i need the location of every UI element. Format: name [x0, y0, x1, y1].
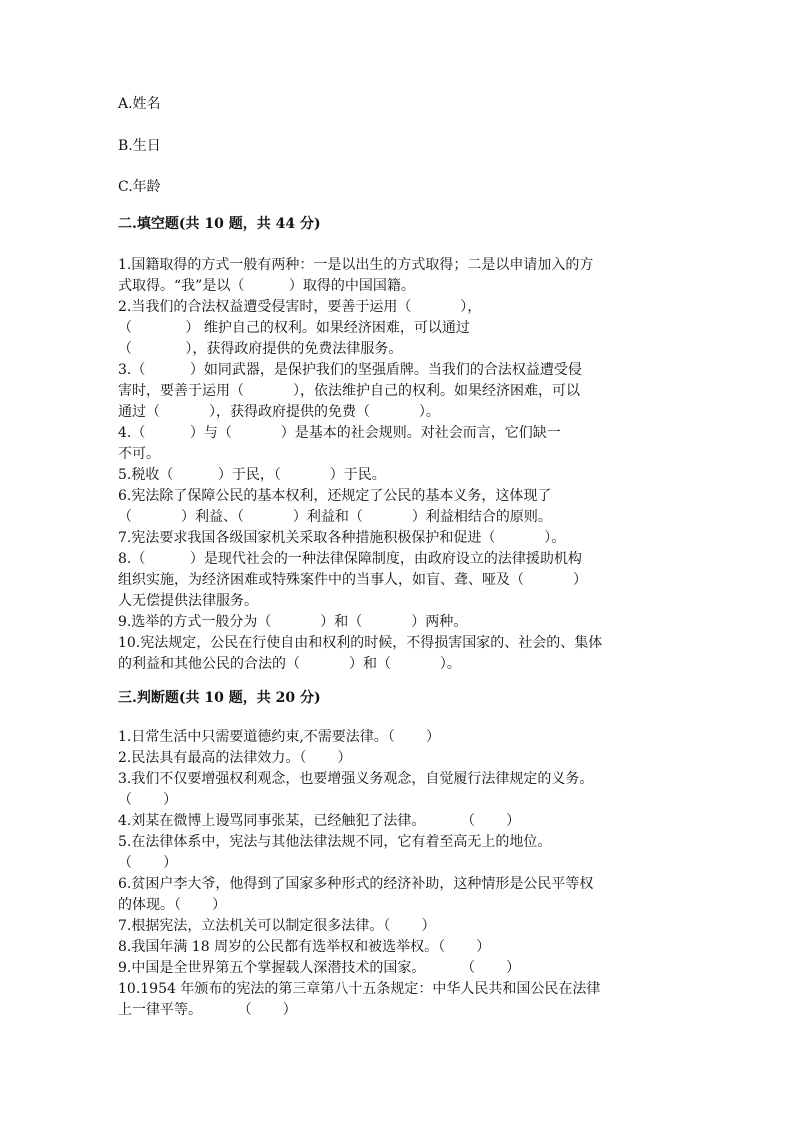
- question-line: 10.1954 年颁布的宪法的第三章第八十五条规定：中华人民共和国公民在法律: [118, 981, 601, 997]
- question-line: 式取得。“我”是以（ ）取得的中国国籍。: [118, 278, 415, 294]
- section-2-heading: 二.填空题(共 10 题，共 44 分): [118, 216, 321, 232]
- question-line: 组织实施，为经济困难或特殊案件中的当事人，如盲、聋、哑及（ ）: [118, 572, 587, 588]
- question-line: （ ）: [118, 855, 178, 871]
- question-line: （ ）: [118, 792, 178, 808]
- question-line: 人无偿提供法律服务。: [118, 593, 258, 609]
- fill-in-questions: [118, 255, 678, 675]
- true-false-questions: [118, 727, 678, 1021]
- question-line: 6.贫困户李大爷，他得到了国家多种形式的经济补助，这种情形是公民平等权: [118, 876, 594, 892]
- question-line: 4.刘某在微博上谩骂同事张某，已经触犯了法律。 （ ）: [118, 813, 521, 829]
- question-line: 上一律平等。 （ ）: [118, 1002, 297, 1018]
- question-line: 4.（ ）与（ ）是基本的社会规则。对社会而言，它们缺一: [118, 425, 561, 441]
- question-line: 的体现。（ ）: [118, 897, 227, 913]
- question-line: （ ）利益、（ ）利益和（ ）利益相结合的原则。: [118, 509, 552, 525]
- question-line: 不可。: [118, 446, 160, 462]
- question-line: （ ） 维护自己的权利。如果经济困难，可以通过: [118, 320, 470, 336]
- question-line: 2.当我们的合法权益遭受侵害时，要善于运用（ ），: [118, 299, 482, 315]
- question-line: 6.宪法除了保障公民的基本权利，还规定了公民的基本义务，这体现了: [118, 488, 552, 504]
- question-line: 9.选举的方式一般分为（ ）和（ ）两种。: [118, 614, 468, 630]
- question-line: 5.在法律体系中，宪法与其他法律法规不同，它有着至高无上的地位。: [118, 834, 552, 850]
- question-line: 1.日常生活中只需要道德约束,不需要法律。（ ）: [118, 729, 440, 745]
- question-line: 8.（ ）是现代社会的一种法律保障制度，由政府设立的法律援助机构: [118, 551, 582, 567]
- option-c: C.年龄: [118, 179, 161, 195]
- question-line: 的利益和其他公民的合法的（ ）和（ ）。: [118, 656, 461, 672]
- question-line: 3.我们不仅要增强权利观念，也要增强义务观念，自觉履行法律规定的义务。: [118, 771, 594, 787]
- question-line: 9.中国是全世界第五个掌握载人深潜技术的国家。 （ ）: [118, 960, 521, 976]
- option-a: A.姓名: [118, 96, 161, 112]
- option-b: B.生日: [118, 138, 161, 154]
- question-line: 2.民法具有最高的法律效力。（ ）: [118, 750, 352, 766]
- question-line: 5.税收（ ）于民，（ ）于民。: [118, 467, 386, 483]
- question-line: （ ），获得政府提供的免费法律服务。: [118, 341, 403, 357]
- question-line: 3.（ ）如同武器，是保护我们的坚强盾牌。当我们的合法权益遭受侵: [118, 362, 582, 378]
- question-line: 8.我国年满 18 周岁的公民都有选举权和被选举权。（ ）: [118, 939, 491, 955]
- question-line: 7.宪法要求我国各级国家机关采取各种措施积极保护和促进（ ）。: [118, 530, 566, 546]
- section-3-heading: 三.判断题(共 10 题，共 20 分): [118, 690, 321, 706]
- question-line: 7.根据宪法，立法机关可以制定很多法律。（ ）: [118, 918, 436, 934]
- question-line: 通过（ ），获得政府提供的免费（ ）。: [118, 404, 440, 420]
- question-line: 1.国籍取得的方式一般有两种：一是以出生的方式取得；二是以申请加入的方: [118, 257, 594, 273]
- question-line: 10.宪法规定，公民在行使自由和权利的时候，不得损害国家的、社会的、集体: [118, 635, 603, 651]
- question-line: 害时，要善于运用（ ），依法维护自己的权利。如果经济困难，可以: [118, 383, 580, 399]
